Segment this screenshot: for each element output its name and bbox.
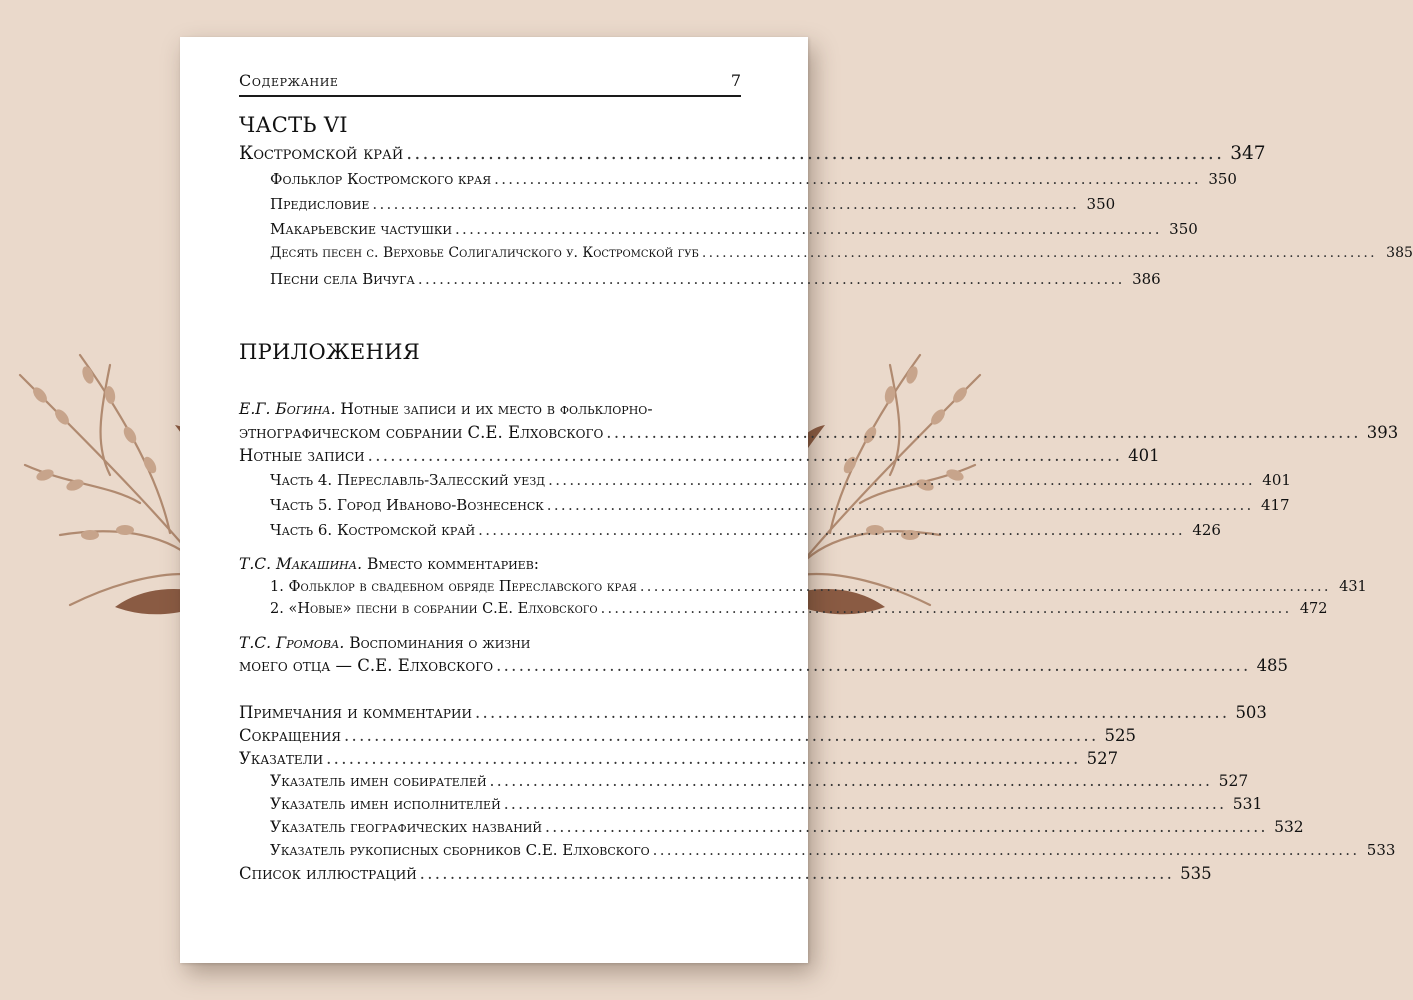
toc-entry-label: Часть 6. Костромской край bbox=[270, 521, 476, 539]
toc-leader-dots: .................................................................................................... bbox=[600, 601, 1292, 617]
toc-leader-dots: .................................................................................................... bbox=[478, 521, 1185, 539]
toc-leader-dots: .................................................................................................... bbox=[419, 864, 1175, 883]
makashina-title-line[interactable] bbox=[239, 555, 539, 573]
part6-heading: ЧАСТЬ VI bbox=[239, 113, 348, 137]
toc-entry-label: Указатель рукописных сборников С.Е. Елховского bbox=[270, 841, 650, 859]
toc-entry[interactable] bbox=[270, 795, 1263, 813]
makashina-author: Т.С. Макашина. bbox=[239, 555, 363, 573]
toc-entry[interactable] bbox=[270, 579, 1367, 595]
toc-entry-abbreviations[interactable] bbox=[239, 726, 1136, 745]
toc-page-number: 350 bbox=[1086, 195, 1116, 213]
toc-entry-indexes[interactable] bbox=[239, 749, 1119, 768]
header-title: Содержание bbox=[239, 71, 339, 90]
toc-entry-label: 1. Фольклор в свадебном обряде Переславского края bbox=[270, 579, 637, 595]
toc-leader-dots: .................................................................................................... bbox=[406, 143, 1225, 164]
toc-leader-dots: .................................................................................................... bbox=[494, 170, 1201, 188]
toc-entry-label: этнографическом собрании С.Е. Елховского bbox=[239, 423, 604, 442]
makashina-title: Вместо комментариев: bbox=[362, 555, 540, 573]
toc-entry-label: Макарьевские частушки bbox=[270, 220, 452, 238]
toc-entry-label: Указатель географических названий bbox=[270, 818, 542, 836]
toc-page-number: 385 bbox=[1386, 245, 1413, 261]
toc-entry-label: Костромской край bbox=[239, 143, 404, 164]
toc-entry[interactable] bbox=[270, 270, 1161, 288]
toc-page-number: 350 bbox=[1169, 220, 1198, 238]
toc-entry[interactable] bbox=[270, 245, 1413, 261]
toc-page-number: 350 bbox=[1208, 170, 1237, 188]
toc-page-number: 532 bbox=[1274, 818, 1304, 836]
toc-entry-label: Сокращения bbox=[239, 726, 341, 745]
toc-page-number: 485 bbox=[1256, 656, 1289, 675]
page-header bbox=[239, 71, 741, 97]
toc-leader-dots: .................................................................................................... bbox=[454, 220, 1162, 238]
toc-leader-dots: .................................................................................................... bbox=[489, 772, 1213, 790]
toc-entry-label: Нотные записи bbox=[239, 446, 365, 465]
toc-leader-dots: .................................................................................................... bbox=[417, 270, 1125, 288]
toc-page-number: 525 bbox=[1104, 726, 1136, 745]
toc-page-number: 527 bbox=[1218, 772, 1249, 790]
toc-entry[interactable] bbox=[270, 521, 1221, 539]
toc-page-number: 393 bbox=[1366, 423, 1399, 442]
toc-entry-notes-comments[interactable] bbox=[239, 703, 1267, 722]
toc-entry-bogina[interactable] bbox=[239, 423, 1399, 442]
toc-page-number: 401 bbox=[1262, 471, 1291, 489]
toc-entry-gromova[interactable] bbox=[239, 656, 1289, 675]
toc-entry[interactable] bbox=[270, 471, 1291, 489]
toc-entry-label: Песни села Вичуга bbox=[270, 270, 415, 288]
toc-page-number: 417 bbox=[1260, 496, 1290, 514]
book-page bbox=[180, 37, 1413, 963]
toc-page-number: 386 bbox=[1132, 270, 1161, 288]
toc-page-number: 426 bbox=[1192, 521, 1221, 539]
toc-leader-dots: .................................................................................................... bbox=[372, 195, 1080, 213]
toc-page-number: 431 bbox=[1339, 579, 1367, 595]
toc-entry-label: Примечания и комментарии bbox=[239, 703, 472, 722]
toc-entry-label: Предисловие bbox=[270, 195, 370, 213]
toc-entry-label: Часть 4. Переславль-Залесский уезд bbox=[270, 471, 546, 489]
toc-entry[interactable] bbox=[270, 772, 1249, 790]
gromova-title: Воспоминания о жизни bbox=[344, 634, 531, 652]
toc-entry-label: Указатель имен собирателей bbox=[270, 772, 487, 790]
toc-leader-dots: .................................................................................................... bbox=[326, 749, 1081, 768]
toc-page-number: 347 bbox=[1230, 143, 1266, 164]
gromova-title-line[interactable] bbox=[239, 634, 530, 652]
toc-entry-label: Десять песен с. Верховье Солигаличского у. Костромской губ bbox=[270, 245, 699, 261]
toc-leader-dots: .................................................................................................... bbox=[546, 496, 1254, 514]
toc-leader-dots: .................................................................................................... bbox=[548, 471, 1255, 489]
toc-entry-label: Часть 5. Город Иваново-Вознесенск bbox=[270, 496, 544, 514]
toc-leader-dots: .................................................................................................... bbox=[344, 726, 1099, 745]
toc-leader-dots: .................................................................................................... bbox=[503, 795, 1227, 813]
toc-entry-label: Указатели bbox=[239, 749, 324, 768]
toc-leader-dots: .................................................................................................... bbox=[606, 423, 1361, 442]
toc-entry[interactable] bbox=[270, 195, 1116, 213]
toc-entry-label: Фольклор Костромского края bbox=[270, 170, 492, 188]
toc-entry-label: Указатель имен исполнителей bbox=[270, 795, 501, 813]
toc-entry-label: моего отца — С.Е. Елховского bbox=[239, 656, 494, 675]
toc-entry-notes[interactable] bbox=[239, 446, 1160, 465]
toc-entry[interactable] bbox=[270, 220, 1198, 238]
bogina-title-line[interactable] bbox=[239, 400, 653, 418]
toc-leader-dots: .................................................................................................... bbox=[367, 446, 1123, 465]
toc-entry[interactable] bbox=[270, 841, 1396, 859]
toc-entry-label: Список иллюстраций bbox=[239, 864, 417, 883]
toc-entry[interactable] bbox=[270, 496, 1290, 514]
toc-entry[interactable] bbox=[270, 170, 1237, 188]
toc-page-number: 401 bbox=[1128, 446, 1160, 465]
toc-entry[interactable] bbox=[270, 601, 1328, 617]
bogina-author: Е.Г. Богина. bbox=[239, 400, 336, 418]
toc-page-number: 503 bbox=[1235, 703, 1267, 722]
toc-entry-label: 2. «Новые» песни в собрании С.Е. Елховского bbox=[270, 601, 598, 617]
header-page-number: 7 bbox=[730, 71, 741, 90]
appendices-heading: ПРИЛОЖЕНИЯ bbox=[239, 340, 421, 364]
toc-leader-dots: .................................................................................................... bbox=[474, 703, 1230, 722]
gromova-author: Т.С. Громова. bbox=[239, 634, 345, 652]
bogina-title: Нотные записи и их место в фольклорно- bbox=[335, 400, 653, 418]
toc-page-number: 527 bbox=[1086, 749, 1119, 768]
toc-leader-dots: .................................................................................................... bbox=[544, 818, 1268, 836]
toc-page-number: 535 bbox=[1180, 864, 1212, 883]
toc-page-number: 533 bbox=[1366, 841, 1396, 859]
toc-leader-dots: .................................................................................................... bbox=[701, 245, 1377, 261]
toc-entry[interactable] bbox=[270, 818, 1304, 836]
toc-leader-dots: .................................................................................................... bbox=[496, 656, 1251, 675]
toc-entry-illustrations[interactable] bbox=[239, 864, 1212, 883]
toc-entry-kostroma[interactable] bbox=[239, 143, 1266, 164]
toc-page-number: 472 bbox=[1299, 601, 1328, 617]
toc-page-number: 531 bbox=[1232, 795, 1263, 813]
toc-leader-dots: .................................................................................................... bbox=[652, 841, 1360, 859]
toc-leader-dots: .................................................................................................... bbox=[639, 579, 1331, 595]
